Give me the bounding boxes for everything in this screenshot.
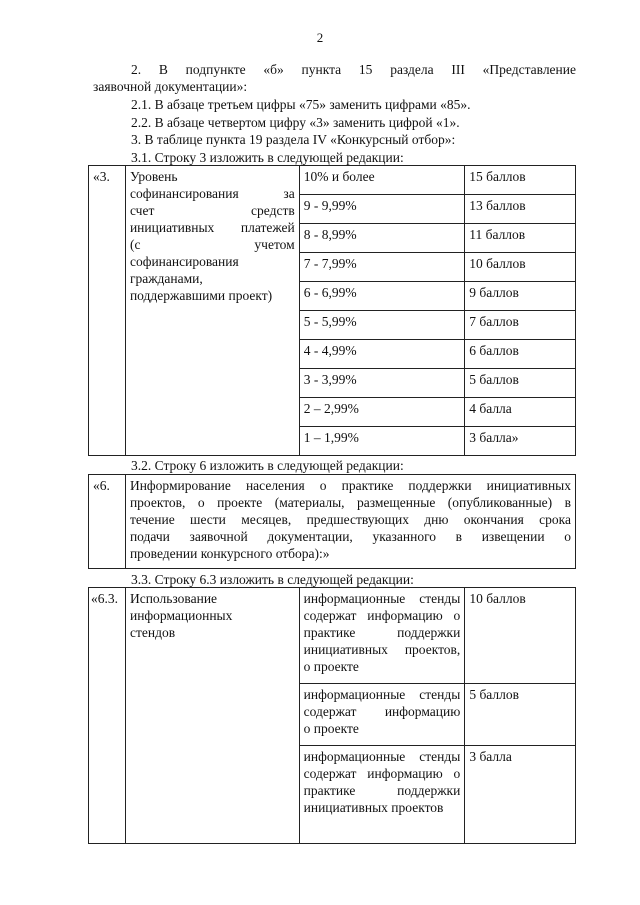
subitem-2-2: 2.2. В абзаце четвертом цифру «3» заменить цифрой «1». (131, 115, 460, 130)
table-row-3 (88, 165, 576, 456)
criterion-line: софинансирования (129, 254, 239, 269)
points-cell: 5 баллов (465, 684, 576, 746)
criterion-line: Уровень (129, 169, 178, 184)
row-number: «3. (89, 166, 126, 456)
subitem-3-1: 3.1. Строку 3 изложить в следующей редакции: (131, 150, 404, 165)
option-line: информационные стенды (303, 591, 461, 606)
text-line: течение шести месяцев, предшествующих дню окончания срока (129, 512, 571, 527)
points-cell: 11 баллов (465, 224, 576, 253)
points-cell: 3 балла» (465, 427, 576, 456)
criterion-line: инициативных платежей (129, 220, 295, 235)
points-cell: 10 баллов (465, 253, 576, 282)
subitem-2-1: 2.1. В абзаце третьем цифры «75» заменить цифрами «85». (131, 97, 471, 112)
option-line: содержат информацию о (303, 766, 461, 781)
range-cell: 2 – 2,99% (299, 398, 465, 427)
criterion-cell (125, 166, 299, 456)
option-line: содержат информацию о (303, 608, 461, 623)
text-line: проектов, о проекте (материалы, размещенные (опубликованные) в (129, 495, 571, 510)
option-cell (299, 684, 465, 746)
option-line: практике поддержки (303, 625, 461, 640)
page-number: 2 (316, 30, 324, 45)
option-line: содержат информацию (303, 704, 461, 719)
points-cell: 3 балла (465, 746, 576, 844)
option-line: практике поддержки (303, 783, 461, 798)
points-cell: 13 баллов (465, 195, 576, 224)
points-cell: 4 балла (465, 398, 576, 427)
points-cell: 6 баллов (465, 340, 576, 369)
option-cell (299, 746, 465, 844)
option-line: инициативных проектов, (303, 642, 461, 657)
option-line: о проекте (303, 721, 359, 736)
points-cell: 7 баллов (465, 311, 576, 340)
item-3: 3. В таблице пункта 19 раздела IV «Конкурсный отбор»: (131, 132, 456, 147)
text-line: Информирование населения о практике поддержки инициативных (129, 478, 571, 493)
criterion-line: стендов (129, 625, 176, 640)
option-line: инициативных проектов (303, 800, 444, 815)
text-line: проведении конкурсного отбора):» (129, 546, 330, 561)
range-cell: 1 – 1,99% (299, 427, 465, 456)
criterion-line: софинансирования за (129, 186, 295, 201)
option-line: о проекте (303, 659, 359, 674)
option-line: информационные стенды (303, 687, 461, 702)
criterion-line: (с учетом (129, 237, 295, 252)
points-cell: 9 баллов (465, 282, 576, 311)
range-cell: 6 - 6,99% (299, 282, 465, 311)
table-row-6 (88, 474, 576, 569)
range-cell: 10% и более (299, 166, 465, 195)
option-cell (299, 588, 465, 684)
subitem-3-2: 3.2. Строку 6 изложить в следующей редакции: (131, 458, 404, 473)
option-line: информационные стенды (303, 749, 461, 764)
criterion-line: поддержавшими проект) (129, 288, 273, 303)
row-number: «6. (89, 475, 126, 569)
criterion-line: Использование (129, 591, 218, 606)
points-cell: 5 баллов (465, 369, 576, 398)
subitem-3-3: 3.3. Строку 6.3 изложить в следующей редакции: (131, 572, 414, 587)
row-number: «6.3. (89, 588, 126, 844)
criterion-line: гражданами, (129, 271, 203, 286)
item-2-intro-cont: заявочной документации»: (93, 79, 248, 94)
table-row-6-3 (88, 587, 576, 844)
text-line: подачи заявочной документации, указанного в извещении о (129, 529, 571, 544)
range-cell: 4 - 4,99% (299, 340, 465, 369)
criterion-cell (125, 475, 575, 569)
range-cell: 7 - 7,99% (299, 253, 465, 282)
range-cell: 8 - 8,99% (299, 224, 465, 253)
range-cell: 3 - 3,99% (299, 369, 465, 398)
criterion-cell (125, 588, 299, 844)
criterion-line: счет средств (129, 203, 295, 218)
points-cell: 10 баллов (465, 588, 576, 684)
range-cell: 9 - 9,99% (299, 195, 465, 224)
item-2-intro: 2. В подпункте «б» пункта 15 раздела III «Представление (131, 62, 576, 77)
range-cell: 5 - 5,99% (299, 311, 465, 340)
criterion-line: информационных (129, 608, 233, 623)
points-cell: 15 баллов (465, 166, 576, 195)
